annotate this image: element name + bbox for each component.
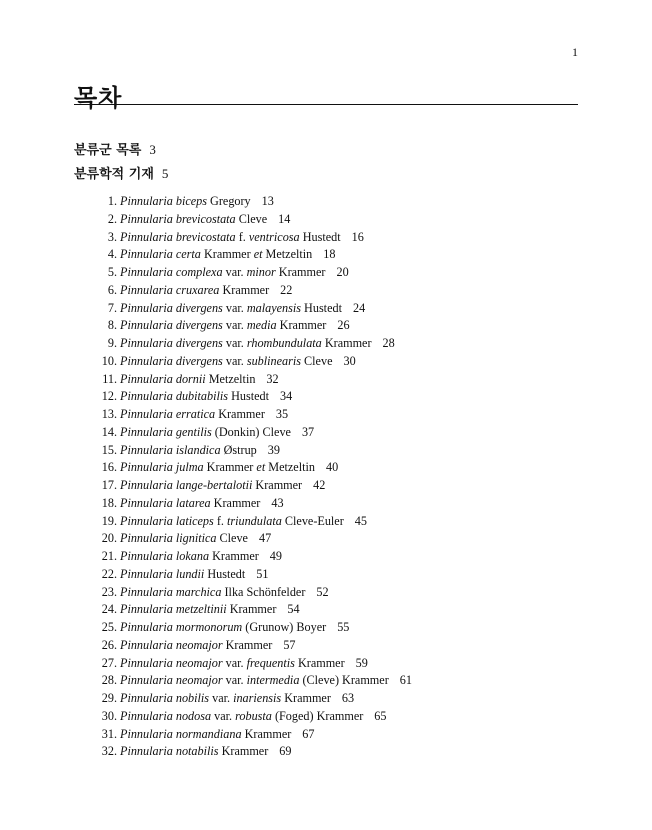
taxon-italic-part: Pinnularia lange-bertalotii <box>120 478 253 492</box>
entry-page: 49 <box>269 549 282 563</box>
entry-taxon-name <box>120 478 302 492</box>
taxon-plain-part: var. <box>222 336 247 350</box>
taxon-plain-part: Metzeltin <box>265 460 315 475</box>
entry-page: 40 <box>325 460 339 475</box>
taxon-italic-part: frequentis <box>246 655 295 670</box>
entry-page: 35 <box>275 407 289 421</box>
entry-taxon-name <box>120 301 342 315</box>
toc-entry[interactable] <box>74 317 578 335</box>
entry-taxon-name <box>120 691 331 705</box>
entry-number: 24. <box>101 602 117 617</box>
taxon-plain-part: var. <box>222 318 247 333</box>
entry-taxon-name <box>120 567 245 581</box>
taxon-plain-part: Krammer <box>222 637 273 652</box>
taxon-italic-part: et <box>253 247 263 262</box>
entry-page: 22 <box>280 282 293 297</box>
taxon-plain-part: Gregory <box>207 194 251 208</box>
taxon-plain-part: Krammer <box>209 549 259 563</box>
toc-entry[interactable] <box>74 300 578 318</box>
toc-entry[interactable] <box>74 495 578 513</box>
entry-page: 45 <box>354 513 367 528</box>
taxon-italic-part: ventricosa <box>248 229 300 244</box>
entry-page: 69 <box>279 744 292 759</box>
entry-taxon-name <box>120 656 345 670</box>
taxon-italic-part: Pinnularia complexa <box>120 265 223 279</box>
taxon-plain-part: Krammer <box>219 282 270 297</box>
taxon-plain-part: var. <box>222 655 247 670</box>
entry-page: 26 <box>337 318 350 333</box>
taxon-plain-part: Krammer <box>218 744 269 759</box>
toc-entry[interactable] <box>74 388 578 406</box>
taxon-plain-part: (Foged) Krammer <box>271 708 364 723</box>
entry-number: 15. <box>101 442 117 457</box>
entry-taxon-name <box>120 727 291 741</box>
entry-taxon-name <box>120 265 325 279</box>
entry-taxon-name <box>120 230 341 244</box>
taxon-plain-part: var. <box>209 691 234 705</box>
toc-entry[interactable] <box>74 424 578 442</box>
entry-page: 34 <box>279 389 293 404</box>
taxon-italic-part: Pinnularia nodosa <box>120 708 212 723</box>
taxon-italic-part: Pinnularia islandica <box>120 442 221 457</box>
entry-number: 14. <box>101 424 117 439</box>
entry-taxon-name <box>120 514 344 528</box>
entry-taxon-name <box>120 283 269 297</box>
taxon-italic-part: Pinnularia divergens <box>120 336 223 350</box>
taxon-plain-part: f. <box>235 229 249 244</box>
taxon-italic-part: media <box>246 318 277 333</box>
entry-number: 18. <box>101 495 117 510</box>
taxon-plain-part: Krammer <box>203 460 257 475</box>
taxon-plain-part: Krammer <box>215 407 265 421</box>
taxon-plain-part: Hustedt <box>299 229 341 244</box>
toc-entry[interactable] <box>74 637 578 655</box>
page-title: 목차 <box>74 84 123 112</box>
taxon-plain-part: Hustedt <box>204 566 246 581</box>
taxon-italic-part: rhombundulata <box>246 336 322 350</box>
toc-entry[interactable] <box>74 406 578 424</box>
toc-entry[interactable] <box>74 282 578 300</box>
entry-page: 13 <box>261 194 274 208</box>
entry-taxon-name <box>120 425 291 439</box>
section-page: 5 <box>161 166 169 181</box>
taxon-italic-part: Pinnularia brevicostata <box>120 211 236 226</box>
entry-page: 42 <box>313 478 326 492</box>
taxon-italic-part: Pinnularia lokana <box>120 549 210 563</box>
entry-page: 63 <box>341 691 355 705</box>
taxon-plain-part: Krammer <box>281 691 331 705</box>
toc-entry[interactable] <box>74 726 578 744</box>
entry-number: 19. <box>101 513 117 528</box>
taxon-italic-part: Pinnularia gentilis <box>120 424 212 439</box>
entry-number: 29. <box>101 691 117 705</box>
taxon-italic-part: Pinnularia notabilis <box>120 744 219 759</box>
taxon-plain-part: var. <box>222 265 247 279</box>
entry-page: 47 <box>258 531 272 546</box>
taxon-italic-part: Pinnularia latarea <box>120 495 211 510</box>
taxon-italic-part: Pinnularia neomajor <box>120 655 223 670</box>
taxon-italic-part: Pinnularia marchica <box>120 584 222 599</box>
entry-number: 25. <box>101 620 117 634</box>
taxon-plain-part: (Cleve) Krammer <box>299 673 389 688</box>
entry-taxon-name <box>120 620 326 634</box>
taxon-italic-part: malayensis <box>246 300 301 315</box>
entry-number: 17. <box>101 478 117 492</box>
toc-entry[interactable] <box>74 211 578 229</box>
entry-number: 6. <box>107 282 117 297</box>
taxon-plain-part: Østrup <box>220 442 257 457</box>
taxon-italic-part: Pinnularia nobilis <box>120 691 210 705</box>
taxon-plain-part: var. <box>222 300 247 315</box>
entry-number: 21. <box>101 549 117 563</box>
entry-taxon-name <box>120 407 265 421</box>
entry-taxon-name <box>120 709 363 723</box>
title-rule <box>74 104 578 105</box>
toc-entry[interactable] <box>74 655 578 673</box>
entry-page: 37 <box>301 424 315 439</box>
entry-page: 24 <box>352 300 366 315</box>
entry-number: 26. <box>101 637 117 652</box>
entry-taxon-name <box>120 744 268 758</box>
toc-entry[interactable] <box>74 459 578 477</box>
entry-taxon-name <box>120 673 389 687</box>
taxon-plain-part: Cleve-Euler <box>281 513 344 528</box>
entry-number: 11. <box>102 371 117 386</box>
taxon-plain-part: Krammer <box>200 247 254 262</box>
taxon-plain-part: Hustedt <box>228 389 269 404</box>
toc-entry[interactable] <box>74 246 578 264</box>
entry-page: 54 <box>287 602 300 617</box>
entry-page: 43 <box>271 495 284 510</box>
taxon-plain-part: (Donkin) Cleve <box>211 424 291 439</box>
entry-page: 61 <box>399 673 412 688</box>
entry-page: 57 <box>283 637 296 652</box>
taxon-plain-part: Cleve <box>216 531 248 546</box>
entry-number: 4. <box>107 247 117 262</box>
entry-page: 28 <box>382 336 395 350</box>
toc-entry[interactable] <box>74 371 578 389</box>
toc-entry[interactable] <box>74 513 578 531</box>
entry-number: 32. <box>101 744 117 759</box>
taxon-italic-part: inariensis <box>233 691 282 705</box>
taxon-italic-part: Pinnularia brevicostata <box>120 229 236 244</box>
entry-number: 8. <box>107 318 117 333</box>
taxon-italic-part: Pinnularia dubitabilis <box>120 389 229 404</box>
entry-number: 16. <box>101 460 117 475</box>
toc-entry[interactable] <box>74 672 578 690</box>
entry-number: 3. <box>107 229 117 244</box>
entry-number: 28. <box>101 673 117 688</box>
toc-entry[interactable] <box>74 601 578 619</box>
taxon-italic-part: Pinnularia laticeps <box>120 513 214 528</box>
taxon-plain-part: f. <box>213 513 227 528</box>
taxon-plain-part: Krammer <box>276 318 327 333</box>
section-label: 분류학적 기재 <box>74 167 154 182</box>
entry-taxon-name <box>120 389 269 403</box>
taxon-plain-part: Krammer <box>275 265 326 279</box>
taxon-italic-part: triundulata <box>226 513 282 528</box>
toc-entry[interactable] <box>74 193 578 211</box>
entry-number: 22. <box>101 566 117 581</box>
entry-page: 16 <box>351 229 364 244</box>
taxon-italic-part: Pinnularia divergens <box>120 318 223 333</box>
taxon-plain-part: Krammer <box>241 726 292 741</box>
entry-number: 13. <box>101 407 117 421</box>
toc-entry[interactable] <box>74 566 578 584</box>
entry-number: 31. <box>101 726 117 741</box>
entry-number: 27. <box>101 655 117 670</box>
entry-taxon-name <box>120 602 276 616</box>
taxon-italic-part: Pinnularia mormonorum <box>120 620 243 634</box>
taxon-plain-part: Cleve <box>235 211 268 226</box>
entry-page: 39 <box>267 442 280 457</box>
entry-number: 5. <box>107 265 117 279</box>
toc-entry[interactable] <box>74 743 578 761</box>
taxon-italic-part: Pinnularia normandiana <box>120 726 242 741</box>
toc-entry[interactable] <box>74 442 578 460</box>
taxon-plain-part: var. <box>211 708 236 723</box>
taxon-italic-part: Pinnularia erratica <box>120 407 216 421</box>
taxon-plain-part: Krammer <box>321 336 372 350</box>
taxon-italic-part: sublinearis <box>246 353 301 368</box>
taxon-italic-part: Pinnularia metzeltinii <box>120 602 227 617</box>
taxon-plain-part: Krammer <box>226 602 277 617</box>
taxon-plain-part: var. <box>222 673 247 688</box>
toc-entry[interactable] <box>74 335 578 353</box>
entry-taxon-name <box>120 212 267 226</box>
entry-page: 52 <box>316 584 329 599</box>
toc-entry[interactable] <box>74 690 578 708</box>
toc-entry[interactable] <box>74 229 578 247</box>
taxon-plain-part: Krammer <box>252 478 303 492</box>
toc-entry[interactable] <box>74 619 578 637</box>
taxon-italic-part: Pinnularia lignitica <box>120 531 217 546</box>
entry-page: 18 <box>323 247 336 262</box>
taxon-italic-part: intermedia <box>246 673 300 688</box>
entry-number: 12. <box>101 389 117 404</box>
toc-entry[interactable] <box>74 584 578 602</box>
entry-page: 30 <box>343 353 356 368</box>
entry-taxon-name <box>120 194 251 208</box>
entry-page: 67 <box>302 726 315 741</box>
toc-section-taxa-list[interactable] <box>74 139 156 158</box>
entry-taxon-name <box>120 354 332 368</box>
entry-number: 20. <box>101 531 117 546</box>
taxon-italic-part: minor <box>246 265 276 279</box>
taxon-italic-part: Pinnularia divergens <box>120 300 223 315</box>
page-number: 1 <box>572 45 578 59</box>
entry-number: 7. <box>107 300 117 315</box>
taxon-italic-part: robusta <box>235 708 272 723</box>
entry-number: 10. <box>101 353 117 368</box>
section-label: 분류군 목록 <box>74 143 142 158</box>
section-page: 3 <box>149 142 156 157</box>
entry-number: 23. <box>101 584 117 599</box>
taxon-italic-part: Pinnularia certa <box>120 247 201 262</box>
entry-page: 51 <box>256 566 269 581</box>
entry-number: 30. <box>101 708 117 723</box>
taxon-italic-part: et <box>256 460 266 475</box>
toc-entry[interactable] <box>74 264 578 282</box>
entry-number: 1. <box>107 194 117 208</box>
taxon-italic-part: Pinnularia neomajor <box>120 637 223 652</box>
entry-taxon-name <box>120 496 260 510</box>
taxon-plain-part: Krammer <box>210 495 261 510</box>
taxon-italic-part: Pinnularia dornii <box>120 371 206 386</box>
entry-page: 59 <box>355 655 368 670</box>
toc-entry[interactable] <box>74 708 578 726</box>
taxon-plain-part: Metzeltin <box>262 247 313 262</box>
taxon-plain-part: var. <box>222 353 247 368</box>
taxon-plain-part: Krammer <box>294 655 345 670</box>
entry-taxon-name <box>120 247 312 261</box>
taxon-plain-part: Ilka Schönfelder <box>221 584 306 599</box>
toc-section-taxonomic-description[interactable] <box>74 163 168 182</box>
taxon-italic-part: Pinnularia julma <box>120 460 204 475</box>
taxon-plain-part: Metzeltin <box>205 371 256 386</box>
toc-entry[interactable] <box>74 353 578 371</box>
entry-taxon-name <box>120 460 315 474</box>
entry-taxon-name <box>120 372 255 386</box>
toc-entry[interactable] <box>74 530 578 548</box>
entry-page: 14 <box>278 211 291 226</box>
taxon-italic-part: Pinnularia neomajor <box>120 673 223 688</box>
entry-number: 9. <box>107 336 117 350</box>
entry-taxon-name <box>120 549 259 563</box>
entry-taxon-name <box>120 585 305 599</box>
taxon-italic-part: Pinnularia cruxarea <box>120 282 220 297</box>
taxon-plain-part: (Grunow) Boyer <box>242 620 327 634</box>
entry-taxon-name <box>120 531 248 545</box>
entry-page: 32 <box>266 371 279 386</box>
taxon-italic-part: Pinnularia divergens <box>120 353 223 368</box>
toc-entry-list <box>74 193 578 761</box>
entry-page: 20 <box>336 265 349 279</box>
entry-taxon-name <box>120 336 372 350</box>
toc-entry[interactable] <box>74 477 578 495</box>
toc-entry[interactable] <box>74 548 578 566</box>
entry-page: 65 <box>374 708 387 723</box>
taxon-italic-part: Pinnularia biceps <box>120 194 207 208</box>
entry-taxon-name <box>120 638 272 652</box>
taxon-plain-part: Hustedt <box>301 300 342 315</box>
taxon-plain-part: Cleve <box>301 353 333 368</box>
entry-taxon-name <box>120 443 257 457</box>
taxon-italic-part: Pinnularia lundii <box>120 566 205 581</box>
entry-number: 2. <box>107 211 117 226</box>
entry-taxon-name <box>120 318 326 332</box>
entry-page: 55 <box>337 620 350 634</box>
